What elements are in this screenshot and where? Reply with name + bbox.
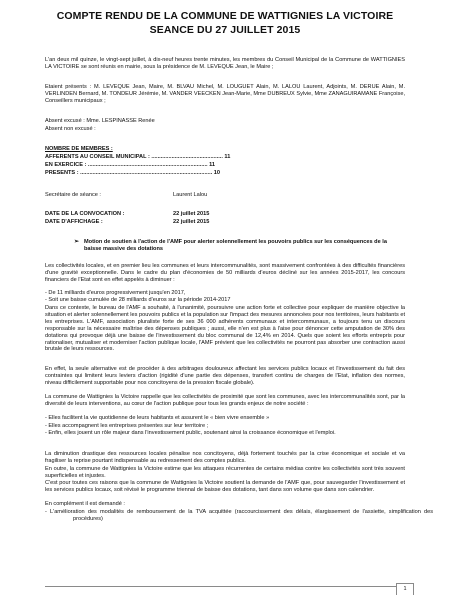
paragraph-complement: En complément il est demandé : [45, 501, 125, 507]
list-item-cumulative: - Soit une baisse cumulée de 28 milliards d'euros sur la période 2014-2017 [45, 297, 231, 303]
document-title: COMPTE RENDU DE LA COMMUNE DE WATTIGNIES LA VICTOIRE [56, 10, 394, 22]
paragraph-context: Les collectivités locales, et en premier lieu les communes et leurs intercommunalités, sont massivement confrontées à des difficultés financières d'une gravité exceptionnelle. Dans le cadre du plan d'économies de 50 milliards d'euros décliné sur les années 2015-2017, les concours financiers de l'Etat sont en effet appelés à diminuer : [45, 263, 405, 283]
paragraph-request: C'est pour toutes ces raisons que la commune de Wattignies la Victoire soutient la demande de l'AMF que, pour sauvegarder l'investissement et les services publics locaux, soit révisé le programme triennal de baisse des dotations, tant dans son volume que dans son calendrier. [45, 480, 405, 493]
posting-value: 22 juillet 2015 [173, 219, 210, 225]
list-item-investment: - Enfin, elles jouent un rôle majeur dans l'investissement public, soutenant ainsi la croissance économique et l'emploi. [45, 430, 336, 436]
members-header: NOMBRE DE MEMBRES : [45, 146, 113, 152]
convocation-value: 22 juillet 2015 [173, 211, 210, 217]
motion-title: Motion de soutien à l'action de l'AMF pour alerter solennellement les pouvoirs publics sur les conséquences de la baisse massive des dotations [84, 239, 387, 252]
paragraph-amf-action: Dans ce contexte, le bureau de l'AMF a souhaité, à l'unanimité, poursuivre une action forte et collective pour expliquer de manière objective la situation et alerter solennellement les pouvoirs publics et la population sur l'impact des mesures annoncées pour nos territoires, leurs habitants et les entreprises. L'AMF, association pluraliste forte de ses 36 000 adhérents communaux et intercommunaux, a toujours tenu un discours responsable sur la nécessaire maîtrise des dépenses publiques ; aussi, elle n'en est plus à l'aise pour dénoncer cette amputation de 30% des dotations qui provoque déjà une baisse de l'investissement du bloc communal de 12,4% en 2014. Quels que soient les efforts entrepris pour rationaliser, mutualiser et moderniser l'action publique locale, l'AMF prévient que les collectivités ne pourront pas absorber une contraction aussi brutale de leurs ressources. [45, 305, 405, 353]
list-item-daily-life: - Elles facilitent la vie quotidienne de leurs habitants et assurent le « bien vivre ensemble » [45, 415, 270, 421]
paragraph-alternative: En effet, la seule alternative est de procéder à des arbitrages douloureux affectant les services publics locaux et l'investissement du fait des contraintes qui limitent leurs leviers d'action (rigidité d'une partie des dépenses, transfert continu de charges de l'Etat, inflation des normes, niveau difficilement supportable pour nos concitoyens de la pression fiscale globale). [45, 366, 405, 386]
intro-paragraph: L'an deux mil quinze, le vingt-sept juillet, à dix-neuf heures trente minutes, les membres du Conseil Municipal de la Commune de WATTIGNIES LA VICTOIRE se sont réunis en mairie, sous la présidence de M. LEVEQUE Jean, le Maire ; [45, 57, 405, 70]
convocation-label: DATE DE LA CONVOCATION : [45, 211, 125, 217]
paragraph-media: En outre, la commune de Wattignies la Victoire estime que les attaques récurrentes de certains médias contre les collectivités sont très souvent superficielles et injustes. [45, 466, 405, 479]
members-present: PRESENTS : ..................................................................................... 10 [45, 170, 220, 176]
paragraph-resources: La diminution drastique des ressources locales pénalise nos concitoyens, déjà fortement touchés par la crise économique et sociale et va fragiliser la reprise pourtant indispensable au redressement des comptes publics. [45, 451, 405, 464]
members-in-office: EN EXERCICE : ............................................................................. 11 [45, 162, 216, 168]
list-item-businesses: - Elles accompagnent les entreprises présentes sur leur territoire ; [45, 423, 209, 429]
motion-heading [74, 239, 404, 253]
page-number: 1 [396, 583, 414, 595]
secretary-row [45, 192, 207, 199]
attendees-paragraph: Etaient présents : M. LEVEQUE Jean, Maire, M. BLVAU Michel, M. LOUGUET Alain, M. LALOU Laurent, Adjoints, M. DERUE Alain, M. VERLINDEN Bernard, M. TONDEUR Jérémie, M. VANDER VEECKEN Jean-Marie, Mme DUBREUX Sylvie, Mme ZANAGUIRAMANE Françoise, Conseillers municipaux ; [45, 84, 405, 104]
footer-divider [45, 586, 405, 587]
secretary-value: Laurent Lalou [173, 192, 208, 198]
list-item-reduction: - De 11 milliards d'euros progressivement jusqu'en 2017, [45, 290, 186, 296]
secretary-label: Secrétaire de séance : [45, 192, 101, 198]
posting-row [45, 219, 209, 226]
session-date-title: SEANCE DU 27 JUILLET 2015 [149, 24, 301, 36]
convocation-row [45, 211, 209, 218]
list-item-tva: - L'amélioration des modalités de remboursement de la TVA acquittée (raccourcissement des délais, élargissement de l'assiette, simplification des procédures) [45, 509, 433, 522]
members-afferents: AFFERENTS AU CONSEIL MUNICIPAL : .............................................. 11 [45, 154, 231, 160]
paragraph-commune-role: La commune de Wattignies la Victoire rappelle que les collectivités de proximité que sont les communes, avec les intercommunalités sont, par la diversité de leurs interventions, au cœur de l'action publique pour tous les grands enjeux de notre société : [45, 394, 405, 407]
absent-not-excused: Absent non excusé : [45, 126, 96, 132]
absent-excused: Absent excusé : Mme. LESPINASSE Renée [45, 118, 155, 124]
arrow-bullet-icon: ➢ [74, 239, 80, 245]
posting-label: DATE D'AFFICHAGE : [45, 219, 103, 225]
